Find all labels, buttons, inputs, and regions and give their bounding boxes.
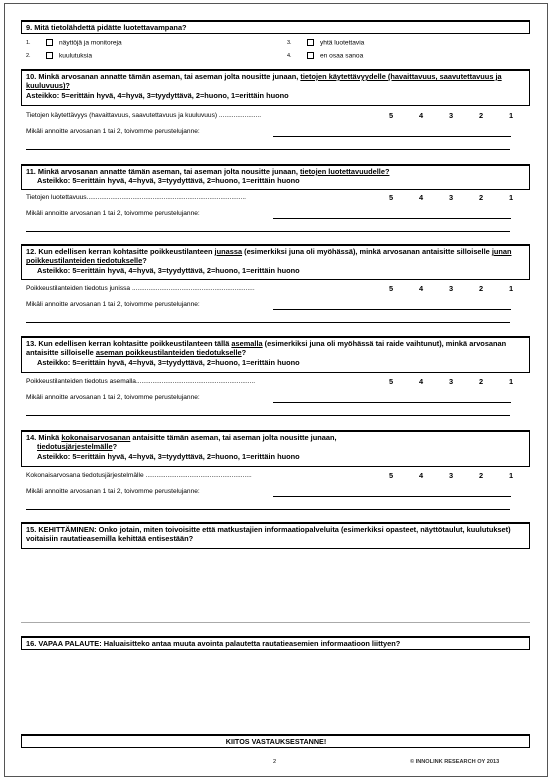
q14-followup: Mikäli annoitte arvosanan 1 tai 2, toivomme perustelujanne: <box>26 488 200 495</box>
answer-line[interactable] <box>273 136 511 137</box>
q9-heading <box>21 20 530 34</box>
divider <box>21 622 530 623</box>
q9-option-1[interactable]: 1. näyttöjä ja monitoreja <box>26 39 122 47</box>
rating-option-5[interactable]: 5 <box>389 111 394 120</box>
rating-option-4[interactable]: 4 <box>419 471 424 480</box>
rating-option-4[interactable]: 4 <box>419 193 424 202</box>
rating-option-4[interactable]: 4 <box>419 377 424 386</box>
q16-title: 16. VAPAA PALAUTE: Haluaisitteko antaa muuta avointa palautetta rautatieasemien informaatioon liittyen? <box>26 639 401 648</box>
rating-option-2[interactable]: 2 <box>479 284 484 293</box>
rating-option-3[interactable]: 3 <box>449 471 454 480</box>
q10-followup: Mikäli annoitte arvosanan 1 tai 2, toivomme perustelujanne: <box>26 128 200 135</box>
rating-option-1[interactable]: 1 <box>509 193 514 202</box>
rating-option-2[interactable]: 2 <box>479 193 484 202</box>
answer-line[interactable] <box>26 149 510 150</box>
q9-option-3[interactable]: 3. yhtä luotettavia <box>287 39 365 47</box>
q15-title: 15. KEHITTÄMINEN: Onko jotain, miten toivoisitte että matkustajien informaatiopalveluita (esimerkiksi opasteet, näyttötaulut, kuulutukset) voitaisiin rautatieasemilla kehittää entisestään? <box>26 525 511 544</box>
q11-item: Tietojen luotettavuus....................................................................................... <box>26 194 246 201</box>
q13-item: Poikkeustilanteiden tiedotus asemalla................................................................. <box>26 378 256 385</box>
rating-option-2[interactable]: 2 <box>479 471 484 480</box>
q12-followup: Mikäli annoitte arvosanan 1 tai 2, toivomme perustelujanne: <box>26 301 200 308</box>
q15-heading <box>21 522 530 549</box>
copyright: © INNOLINK RESEARCH OY 2013 <box>410 759 500 765</box>
rating-option-3[interactable]: 3 <box>449 111 454 120</box>
q9-option-2[interactable]: 2. kuulutuksia <box>26 52 92 60</box>
checkbox-icon[interactable] <box>46 52 53 59</box>
page-number: 2 <box>273 759 277 765</box>
rating-option-4[interactable]: 4 <box>419 111 424 120</box>
rating-option-3[interactable]: 3 <box>449 377 454 386</box>
rating-option-1[interactable]: 1 <box>509 111 514 120</box>
rating-option-2[interactable]: 2 <box>479 377 484 386</box>
checkbox-icon[interactable] <box>307 39 314 46</box>
answer-line[interactable] <box>26 322 510 323</box>
answer-line[interactable] <box>273 496 511 497</box>
rating-option-4[interactable]: 4 <box>419 284 424 293</box>
answer-line[interactable] <box>273 218 511 219</box>
answer-line[interactable] <box>26 509 510 510</box>
checkbox-icon[interactable] <box>307 52 314 59</box>
q12-item: Poikkeustilanteiden tiedotus junissa ................................................................... <box>26 285 255 292</box>
rating-option-5[interactable]: 5 <box>389 284 394 293</box>
rating-option-1[interactable]: 1 <box>509 377 514 386</box>
q16-heading <box>21 636 530 650</box>
thanks-banner: KIITOS VASTAUKSESTANNE! <box>21 734 530 748</box>
answer-line[interactable] <box>273 309 511 310</box>
q9-title: 9. Mitä tietolähdettä pidätte luotettavampana? <box>26 23 187 32</box>
q13-followup: Mikäli annoitte arvosanan 1 tai 2, toivomme perustelujanne: <box>26 394 200 401</box>
q11-heading: 11. Minkä arvosanan annatte tämän aseman, tai aseman jolta nousitte junaan, tietojen luotettavuudelle? Asteikko: 5=erittäin hyvä, 4=hyvä, 3=tyydyttävä, 2=huono, 1=erittäin huono <box>21 164 530 190</box>
rating-option-2[interactable]: 2 <box>479 111 484 120</box>
q11-followup: Mikäli annoitte arvosanan 1 tai 2, toivomme perustelujanne: <box>26 210 200 217</box>
q12-heading: 12. Kun edellisen kerran kohtasitte poikkeustilanteen junassa (esimerkiksi juna oli myöhässä), minkä arvosanan antaisitte silloiselle junan poikkeustilanteiden tiedotukselle? Asteikko: 5=erittäin hyvä, 4=hyvä, 3=tyydyttävä, 2=huono, 1=erittäin huono <box>21 244 530 280</box>
rating-option-3[interactable]: 3 <box>449 193 454 202</box>
answer-line[interactable] <box>26 231 510 232</box>
q10-item: Tietojen käytettävyys (havaittavuus, saavutettavuus ja kuuluvuus) ....................... <box>26 112 262 119</box>
q14-item: Kokonaisarvosana tiedotusjärjestelmälle .......................................................... <box>26 472 252 479</box>
rating-option-5[interactable]: 5 <box>389 471 394 480</box>
q10-scale-legend: Asteikko: 5=erittäin hyvä, 4=hyvä, 3=tyydyttävä, 2=huono, 1=erittäin huono <box>26 90 289 100</box>
rating-option-1[interactable]: 1 <box>509 284 514 293</box>
answer-line[interactable] <box>26 415 510 416</box>
checkbox-icon[interactable] <box>46 39 53 46</box>
rating-option-3[interactable]: 3 <box>449 284 454 293</box>
q9-option-4[interactable]: 4. en osaa sanoa <box>287 52 364 60</box>
q13-heading: 13. Kun edellisen kerran kohtasitte poikkeustilanteen tällä asemalla (esimerkiksi juna oli myöhässä tai raide vaihtunut), minkä arvosanan antaisitte silloiselle aseman poikkeustilanteiden tiedotukselle? Asteikko: 5=erittäin hyvä, 4=hyvä, 3=tyydyttävä, 2=huono, 1=erittäin huono <box>21 336 530 373</box>
rating-option-5[interactable]: 5 <box>389 193 394 202</box>
answer-line[interactable] <box>273 402 511 403</box>
rating-option-5[interactable]: 5 <box>389 377 394 386</box>
q10-heading: 10. Minkä arvosanan annatte tämän aseman, tai aseman jolta nousitte junaan, tietojen käytettävyydelle (havaittavuus, saavutettavuus ja kuuluvuus)? Asteikko: 5=erittäin hyvä, 4=hyvä, 3=tyydyttävä, 2=huono, 1=erittäin huono <box>21 69 530 106</box>
q14-heading: 14. Minkä kokonaisarvosanan antaisitte tämän aseman, tai aseman jolta nousitte junaan, tiedotusjärjestelmälle? Asteikko: 5=erittäin hyvä, 4=hyvä, 3=tyydyttävä, 2=huono, 1=erittäin huono <box>21 430 530 467</box>
rating-option-1[interactable]: 1 <box>509 471 514 480</box>
